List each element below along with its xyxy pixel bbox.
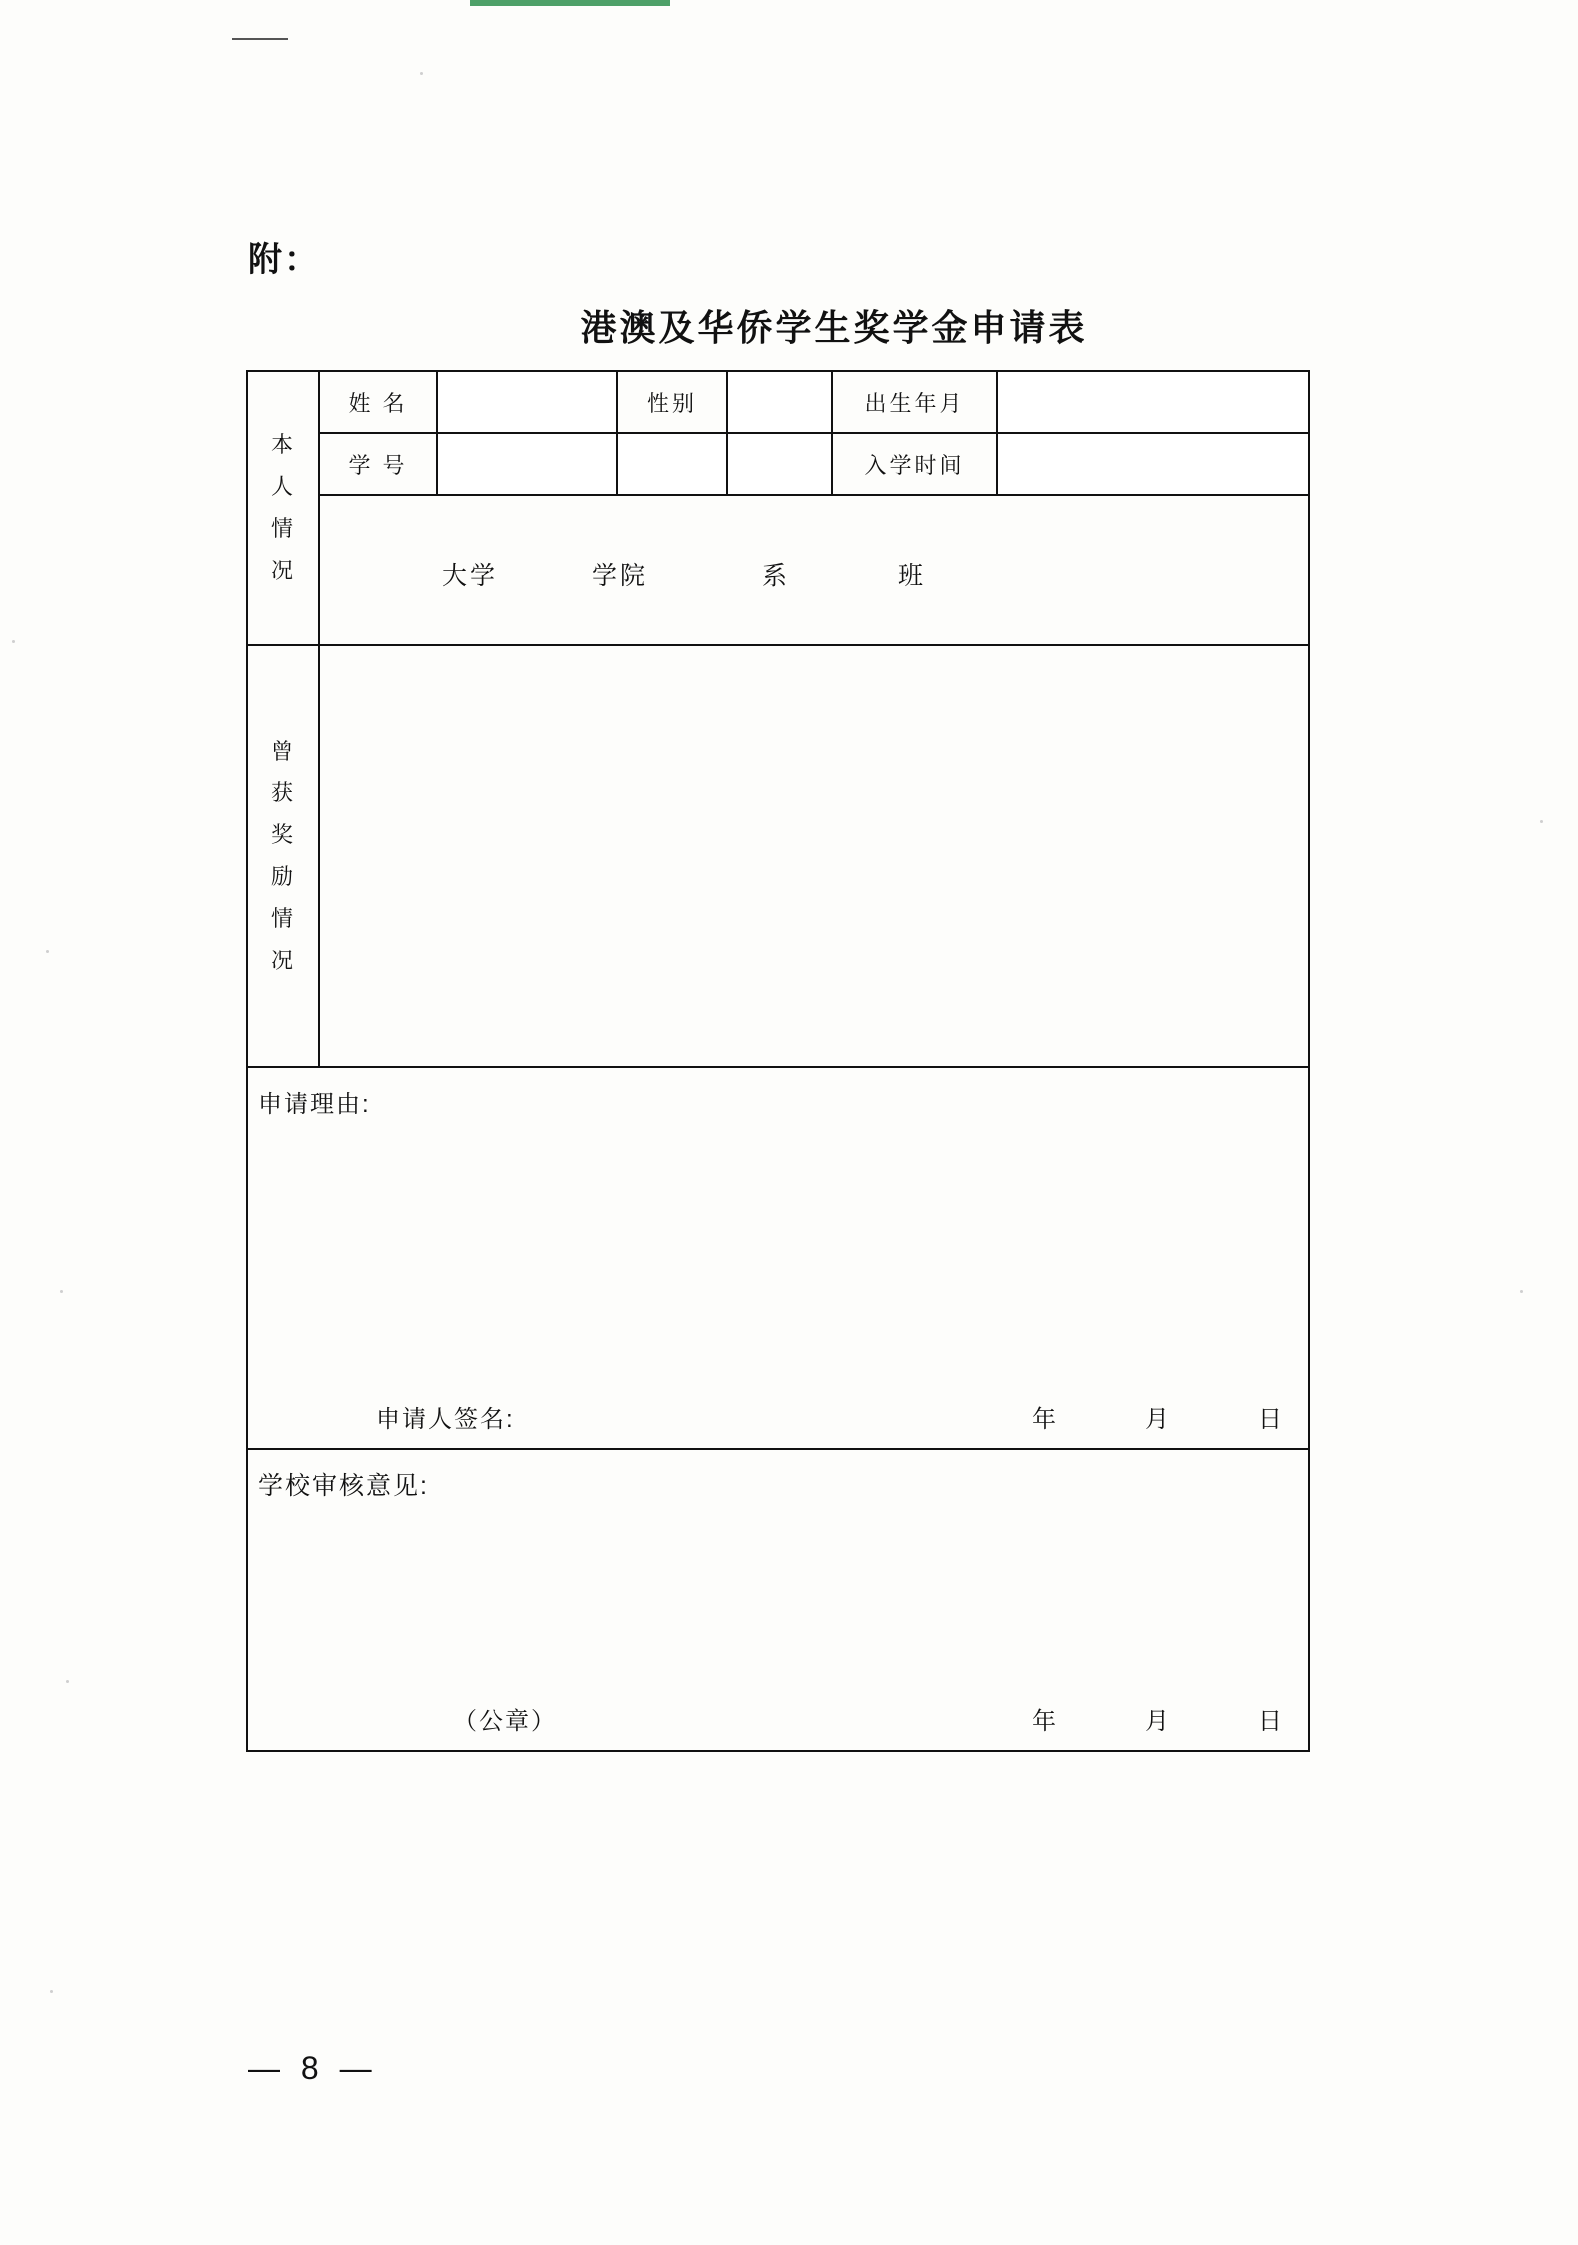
scan-speck [420, 72, 423, 75]
gender-label: 性别 [617, 371, 727, 433]
scan-speck [1540, 820, 1543, 823]
school-review-cell[interactable] [247, 1449, 1309, 1751]
academic-info-field[interactable] [319, 495, 1309, 645]
college-label: 学院 [592, 562, 649, 590]
vchar: 曾 [270, 738, 295, 764]
university-label: 大学 [442, 562, 499, 590]
vchar: 情 [270, 905, 295, 931]
section-personal-vertical-label [247, 371, 319, 645]
vchar: 励 [270, 864, 295, 889]
scan-speck [50, 1990, 53, 1993]
class-label: 班 [898, 562, 927, 590]
table-row [247, 1449, 1309, 1751]
attachment-label: 附： [248, 241, 320, 279]
table-row [247, 645, 1309, 1067]
scan-speck [46, 950, 49, 953]
scan-artifact-stripe [470, 0, 670, 6]
page-title-text: 港澳及华侨学生奖学金申请表 [580, 307, 1088, 348]
date-year-label: 年 [1032, 1708, 1056, 1735]
date-day-label: 日 [1258, 1406, 1282, 1433]
date-day-label: 日 [1258, 1708, 1282, 1735]
date-year-label: 年 [1032, 1406, 1056, 1433]
table-row [247, 495, 1309, 645]
scan-speck [12, 640, 15, 643]
section-award-vertical-label [247, 645, 319, 1067]
enrollment-label: 入学时间 [832, 433, 997, 495]
application-reason-label: 申请理由: [258, 1091, 371, 1118]
department-label: 系 [762, 562, 791, 590]
vchar: 人 [270, 474, 295, 500]
spacer-cell-a [617, 433, 727, 495]
school-review-label: 学校审核意见: [258, 1472, 429, 1500]
review-date-line [1032, 1701, 1282, 1736]
enrollment-field[interactable] [997, 433, 1309, 495]
spacer-cell-b [727, 433, 832, 495]
official-seal-label: （公章） [453, 1708, 557, 1735]
birthdate-field[interactable] [997, 371, 1309, 433]
date-month-label: 月 [1145, 1708, 1169, 1735]
applicant-date-line [1032, 1399, 1282, 1434]
vchar: 本 [270, 432, 295, 458]
date-month-label: 月 [1145, 1406, 1169, 1433]
page-title [0, 300, 1578, 351]
vchar: 获 [270, 780, 295, 806]
vchar: 况 [270, 557, 295, 583]
scholarship-application-form [246, 370, 1308, 1752]
vchar: 情 [270, 516, 295, 541]
scan-speck [60, 1290, 63, 1293]
gender-field[interactable] [727, 371, 832, 433]
scan-artifact-dash [232, 38, 288, 40]
birthdate-label: 出生年月 [832, 371, 997, 433]
name-field[interactable] [437, 371, 617, 433]
scan-speck [66, 1680, 69, 1683]
table-row [247, 433, 1309, 495]
vchar: 况 [270, 947, 295, 973]
award-history-field[interactable] [319, 645, 1309, 1067]
table-row [247, 1067, 1309, 1449]
page-number: — 8 — [248, 2050, 378, 2086]
name-label: 姓 名 [319, 371, 437, 433]
student-id-field[interactable] [437, 433, 617, 495]
table-row [247, 371, 1309, 433]
application-reason-cell[interactable] [247, 1067, 1309, 1449]
applicant-signature-label: 申请人签名: [376, 1406, 515, 1433]
student-id-label: 学 号 [319, 433, 437, 495]
vchar: 奖 [270, 822, 295, 848]
scan-speck [1520, 1290, 1523, 1293]
